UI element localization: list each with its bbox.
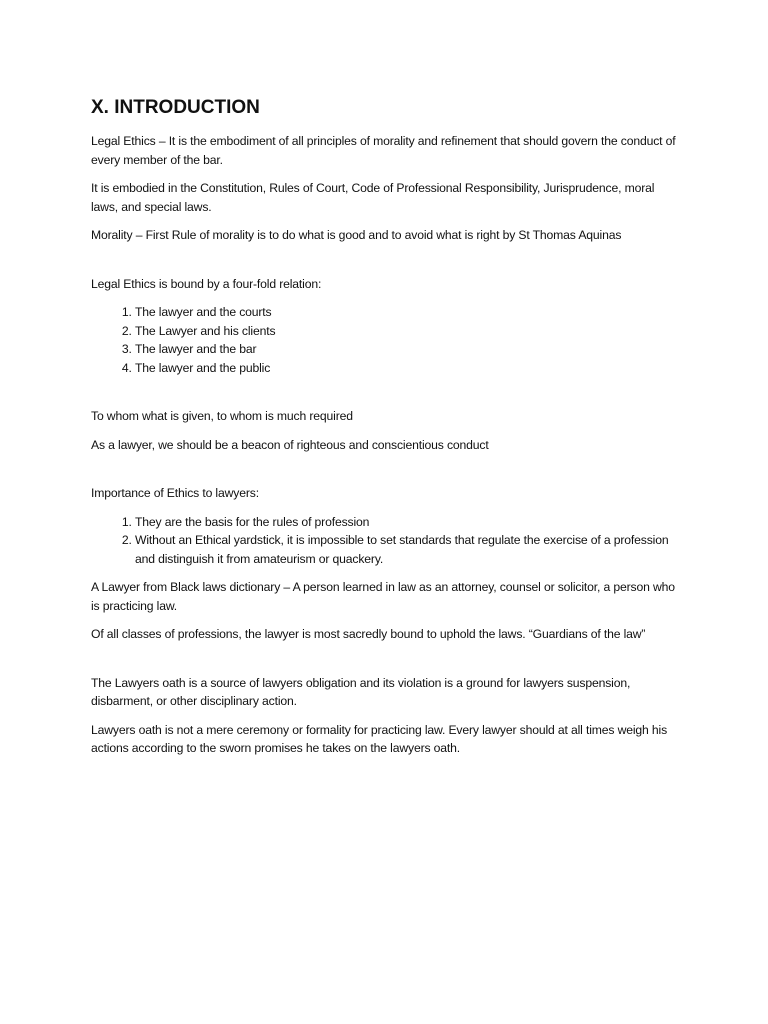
paragraph-morality: Morality – First Rule of morality is to do what is good and to avoid what is right by St Thomas Aquinas	[91, 228, 622, 242]
paragraph-much-required: To whom what is given, to whom is much required	[91, 409, 353, 423]
paragraph-lawyers-oath-source: The Lawyers oath is a source of lawyers obligation and its violation is a ground for lawyers suspension, disbarment, or other disciplinary action.	[91, 675, 631, 708]
list-item: 1. They are the basis for the rules of profession	[135, 513, 681, 532]
paragraph-embodied-in: It is embodied in the Constitution, Rules of Court, Code of Professional Responsibility, Jurisprudence, moral laws, and special laws.	[91, 181, 655, 214]
paragraph-four-fold-relation: Legal Ethics is bound by a four-fold relation:	[91, 276, 322, 291]
paragraph-guardians: Of all classes of professions, the lawyer is most sacredly bound to uphold the laws. “Guardians of the law”	[91, 627, 646, 641]
page-title: X. INTRODUCTION	[91, 97, 260, 118]
paragraph-lawyers-oath-formality: Lawyers oath is not a mere ceremony or formality for practicing law. Every lawyer should at all times weigh his actions according to the sworn promises he takes on the lawyers oath.	[91, 722, 668, 755]
document-body	[91, 96, 681, 768]
importance-list	[91, 513, 681, 569]
list-item: 2. Without an Ethical yardstick, it is impossible to set standards that regulate the exercise of a profession and distinguish it from amateurism or quackery.	[135, 531, 681, 568]
list-item: 4. The lawyer and the public	[135, 359, 681, 378]
paragraph-beacon: As a lawyer, we should be a beacon of righteous and conscientious conduct	[91, 437, 489, 452]
paragraph-black-laws-definition: A Lawyer from Black laws dictionary – A person learned in law as an attorney, counsel or solicitor, a person who is practicing law.	[91, 580, 675, 613]
paragraph-legal-ethics-definition: Legal Ethics – It is the embodiment of all principles of morality and refinement that should govern the conduct of every member of the bar.	[91, 134, 676, 167]
list-item: 2. The Lawyer and his clients	[135, 322, 681, 341]
list-item: 3. The lawyer and the bar	[135, 340, 681, 359]
list-item: 1. The lawyer and the courts	[135, 303, 681, 322]
relations-list	[91, 303, 681, 377]
paragraph-importance-heading: Importance of Ethics to lawyers:	[91, 486, 259, 500]
